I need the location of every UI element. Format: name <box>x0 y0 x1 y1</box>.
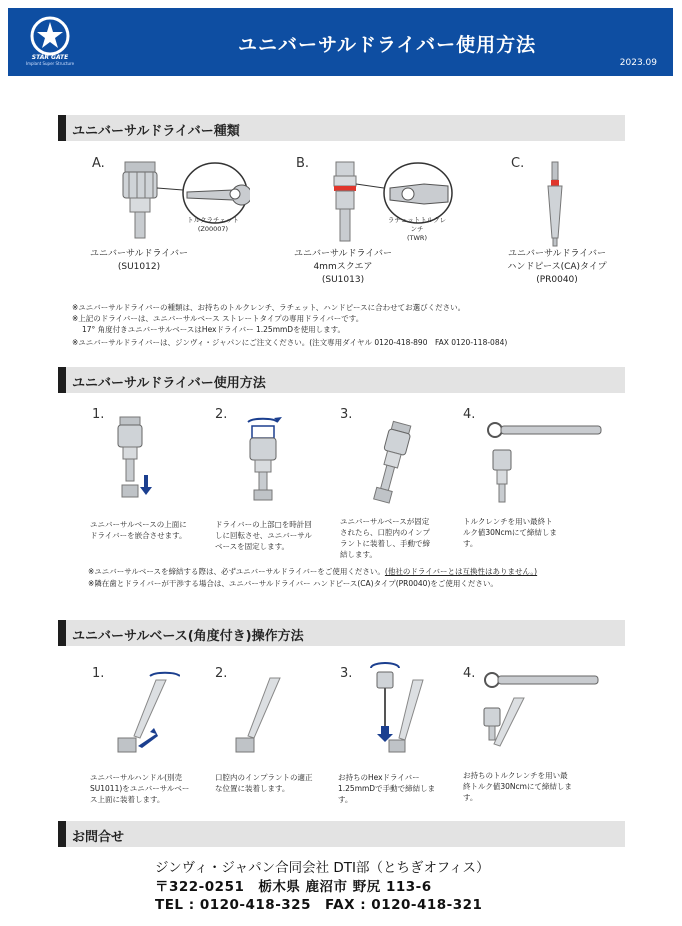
usage-step-4-illustration <box>485 420 610 510</box>
contact-phone-fax: TEL : 0120-418-325 FAX : 0120-418-321 <box>155 897 483 913</box>
driver-c-illustration <box>540 160 570 250</box>
item-a-code: (SU1012) <box>117 262 161 272</box>
section-title: ユニバーサルドライバー種類 <box>72 124 240 139</box>
section2-note-2: ※隣在歯とドライバーが干渉する場合は、ユニバーサルドライバー ハンドピース(CA)タイプ(PR0040)をご使用ください。 <box>88 579 498 588</box>
item-b-name: ユニバーサルドライバー <box>293 249 393 259</box>
section-title: ユニバーサルベース(角度付き)操作方法 <box>72 629 304 644</box>
usage-step-2-description: ドライバーの上部□を時計回しに回転させ、ユニバーサルベースを固定します。 <box>215 520 312 551</box>
item-c-name2: ハンドピース(CA)タイプ <box>507 262 607 272</box>
base-step-4-description: お持ちのトルクレンチを用い最終トルク値30Ncmにて締結します。 <box>463 771 572 802</box>
usage-step-2-illustration <box>240 412 290 507</box>
driver-a-illustration <box>115 160 250 250</box>
section-heading-base-operation <box>58 620 625 646</box>
section-title: お問合せ <box>72 830 125 845</box>
item-letter-a: A. <box>92 156 105 171</box>
base-step-1-number: 1. <box>92 666 105 681</box>
usage-step-4-description: トルクレンチを用い最終トルク値30Ncmにて締結します。 <box>463 517 557 548</box>
header-banner <box>8 8 673 76</box>
section1-note-2: ※上記のドライバーは、ユニバーサルベース ストレートタイプの専用ドライバーです。 <box>72 314 364 323</box>
base-step-3-number: 3. <box>340 666 353 681</box>
callout-a-label: トルクラチェット <box>187 216 239 224</box>
usage-step-3-number: 3. <box>340 407 353 422</box>
callout-b-code: (TWR) <box>407 234 427 242</box>
base-step-1-description: ユニバーサルハンドル(別売SU1011)をユニバーサルベース上面に装着します。 <box>90 773 190 804</box>
section-marker <box>58 821 66 847</box>
section1-note-4: ※ユニバーサルドライバーは、ジンヴィ・ジャパンにご注文ください。(注文専用ダイヤル 0120-418-890 FAX 0120-118-084) <box>72 338 508 347</box>
item-letter-b: B. <box>296 156 310 171</box>
callout-a-code: (Z00007) <box>197 225 229 233</box>
section1-note-3: 17° 角度付きユニバーサルベースはHexドライバー 1.25mmDを使用します。 <box>82 325 345 334</box>
item-caption-a <box>64 248 214 274</box>
base-step-2-number: 2. <box>215 666 228 681</box>
contact-company: ジンヴィ・ジャパン合同会社 DTI部（とちぎオフィス） <box>155 860 490 876</box>
item-b-name2: 4mmスクエア <box>313 262 373 272</box>
section2-note-1-underlined: (他社のドライバーとは互換性はありません。) <box>384 567 538 576</box>
item-a-name: ユニバーサルドライバー <box>89 249 189 259</box>
base-step-1-illustration <box>110 670 180 760</box>
section-marker <box>58 367 66 393</box>
usage-step-1-description: ユニバーサルベースの上面にドライバーを嵌合させます。 <box>90 520 187 540</box>
section-marker <box>58 115 66 141</box>
section2-note-1 <box>88 566 537 577</box>
usage-step-3-description: ユニバーサルベースが固定されたら、口腔内のインプラントに装着し、手動で締結します。 <box>340 517 430 559</box>
issue-date: 2023.09 <box>619 58 657 68</box>
section-heading-driver-usage <box>58 367 625 393</box>
base-step-3-illustration <box>365 660 435 760</box>
item-b-code: (SU1013) <box>321 275 365 285</box>
item-caption-b <box>268 248 418 287</box>
base-step-4-illustration <box>480 668 610 758</box>
usage-step-1-illustration <box>110 415 160 505</box>
contact-address: 〒322-0251 栃木県 鹿沼市 野尻 113-6 <box>155 879 432 895</box>
item-caption-c <box>482 248 632 287</box>
page-title: ユニバーサルドライバー使用方法 <box>238 34 537 56</box>
usage-step-3-illustration <box>360 420 420 510</box>
logo-text: STAR GATE <box>31 54 69 61</box>
section2-note-1-text: ※ユニバーサルベースを締結する際は、必ずユニバーサルドライバーをご使用ください。 <box>88 567 385 576</box>
section-heading-contact <box>58 821 625 847</box>
callout-b <box>386 216 448 243</box>
usage-step-2-number: 2. <box>215 407 228 422</box>
section-marker <box>58 620 66 646</box>
base-step-2-illustration <box>230 670 290 760</box>
logo-subtext: Implant Super Structure <box>25 61 75 66</box>
callout-a <box>185 216 241 234</box>
base-step-3-description: お持ちのHexドライバー 1.25mmDで手動で締結します。 <box>338 773 436 804</box>
section-heading-driver-types <box>58 115 625 141</box>
base-step-2-description: 口腔内のインプラントの適正な位置に装着します。 <box>215 773 313 793</box>
section1-note-1: ※ユニバーサルドライバーの種類は、お持ちのトルクレンチ、ラチェット、ハンドピースに合わせてお選びください。 <box>72 303 466 312</box>
item-letter-c: C. <box>511 156 525 171</box>
item-c-name: ユニバーサルドライバー <box>507 249 607 259</box>
base-step-4-number: 4. <box>463 666 476 681</box>
section-title: ユニバーサルドライバー使用方法 <box>72 376 266 391</box>
usage-step-4-number: 4. <box>463 407 476 422</box>
usage-step-1-number: 1. <box>92 407 105 422</box>
callout-b-label: ラチェットトルクレンチ <box>387 216 447 233</box>
item-c-code: (PR0040) <box>536 275 578 285</box>
